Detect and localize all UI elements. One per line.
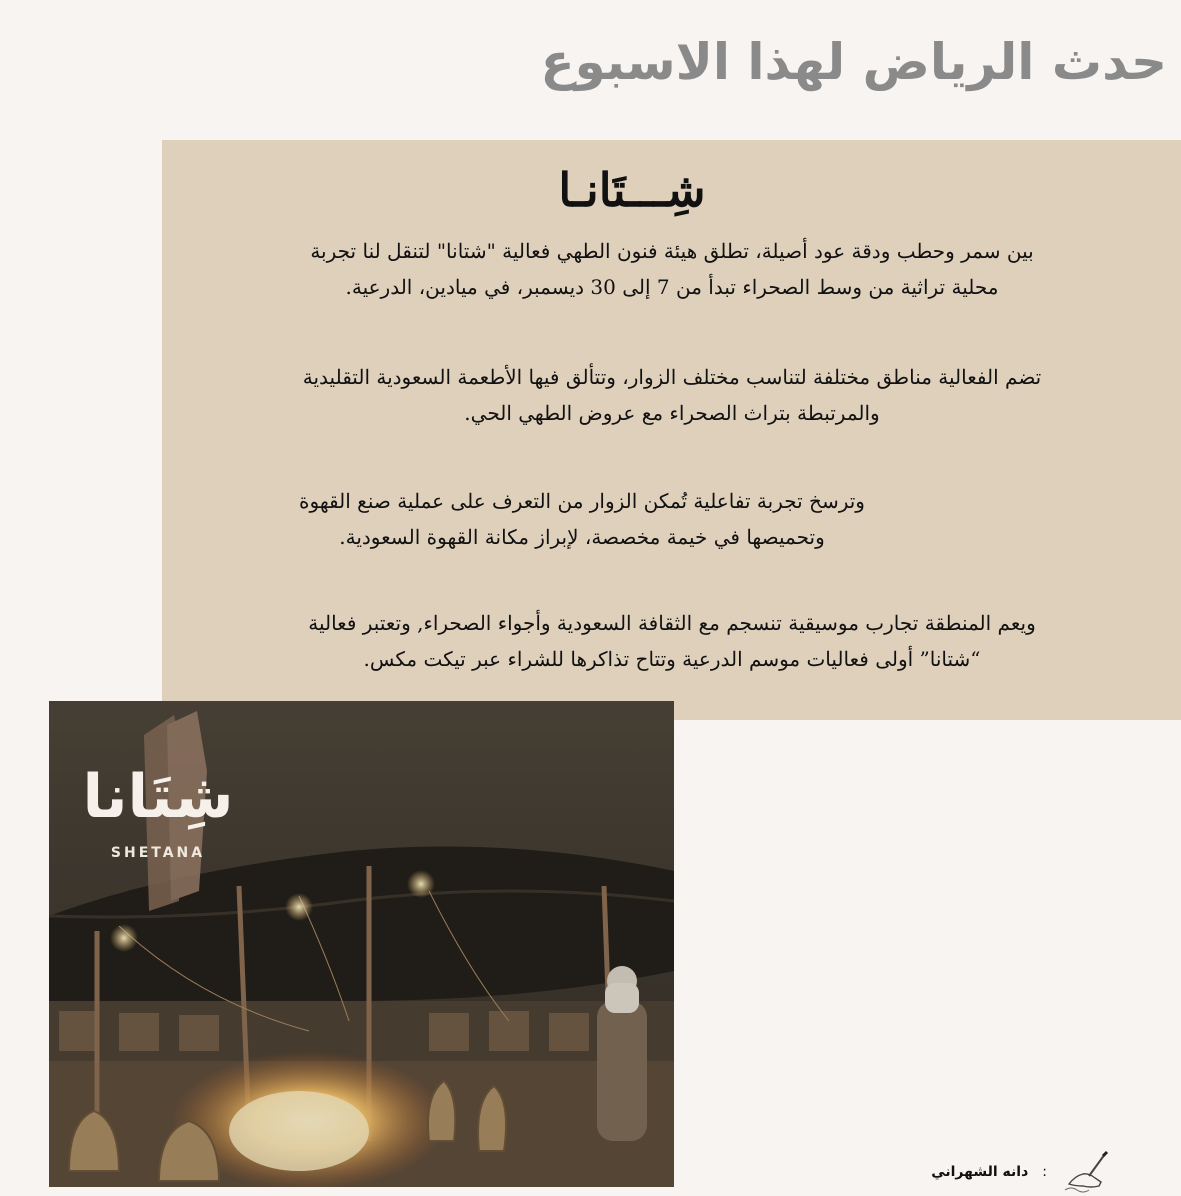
paragraph-line: تضم الفعالية مناطق مختلفة لتناسب مختلف الزوار، وتتألق فيها الأطعمة السعودية التقليدية bbox=[302, 365, 1042, 389]
writing-hand-icon bbox=[1061, 1148, 1109, 1196]
author-name: دانه الشهراني bbox=[931, 1164, 1029, 1180]
logo-subtitle: SHETANA bbox=[110, 845, 206, 861]
author-credit bbox=[931, 1148, 1109, 1196]
paragraph-line: وترسخ تجربة تفاعلية تُمكن الزوار من التعرف على عملية صنع القهوة bbox=[299, 489, 865, 513]
paragraph-line: والمرتبطة بتراث الصحراء مع عروض الطهي الحي. bbox=[464, 401, 880, 425]
paragraph-line: ويعم المنطقة تجارب موسيقية تنسجم مع الثقافة السعودية وأجواء الصحراء, وتعتبر فعالية bbox=[308, 611, 1036, 635]
paragraph-coffee bbox=[82, 483, 1082, 555]
article-box bbox=[162, 140, 1181, 720]
shetana-logo bbox=[67, 715, 257, 915]
author-separator: : bbox=[1042, 1164, 1047, 1180]
paragraph-line: محلية تراثية من وسط الصحراء تبدأ من 7 إلى 30 ديسمبر، في ميادين، الدرعية. bbox=[345, 275, 999, 299]
paragraph-line: وتحميصها في خيمة مخصصة، لإبراز مكانة القهوة السعودية. bbox=[339, 525, 825, 549]
event-photo bbox=[49, 701, 674, 1187]
page-title: حدث الرياض لهذا الاسبوع bbox=[540, 33, 1167, 91]
paragraph-music bbox=[172, 605, 1172, 677]
paragraph-zones bbox=[172, 359, 1172, 431]
logo-arabic-text: شِتَانا bbox=[82, 762, 234, 832]
paragraph-line: “شتانا” أولى فعاليات موسم الدرعية وتتاح تذاكرها للشراء عبر تيكت مكس. bbox=[363, 647, 981, 671]
paragraph-line: بين سمر وحطب ودقة عود أصيلة، تطلق هيئة فنون الطهي فعالية "شتانا" لتنقل لنا تجربة bbox=[310, 239, 1034, 263]
event-title: شِـــتَانـا bbox=[558, 163, 706, 217]
paragraph-intro bbox=[172, 233, 1172, 305]
